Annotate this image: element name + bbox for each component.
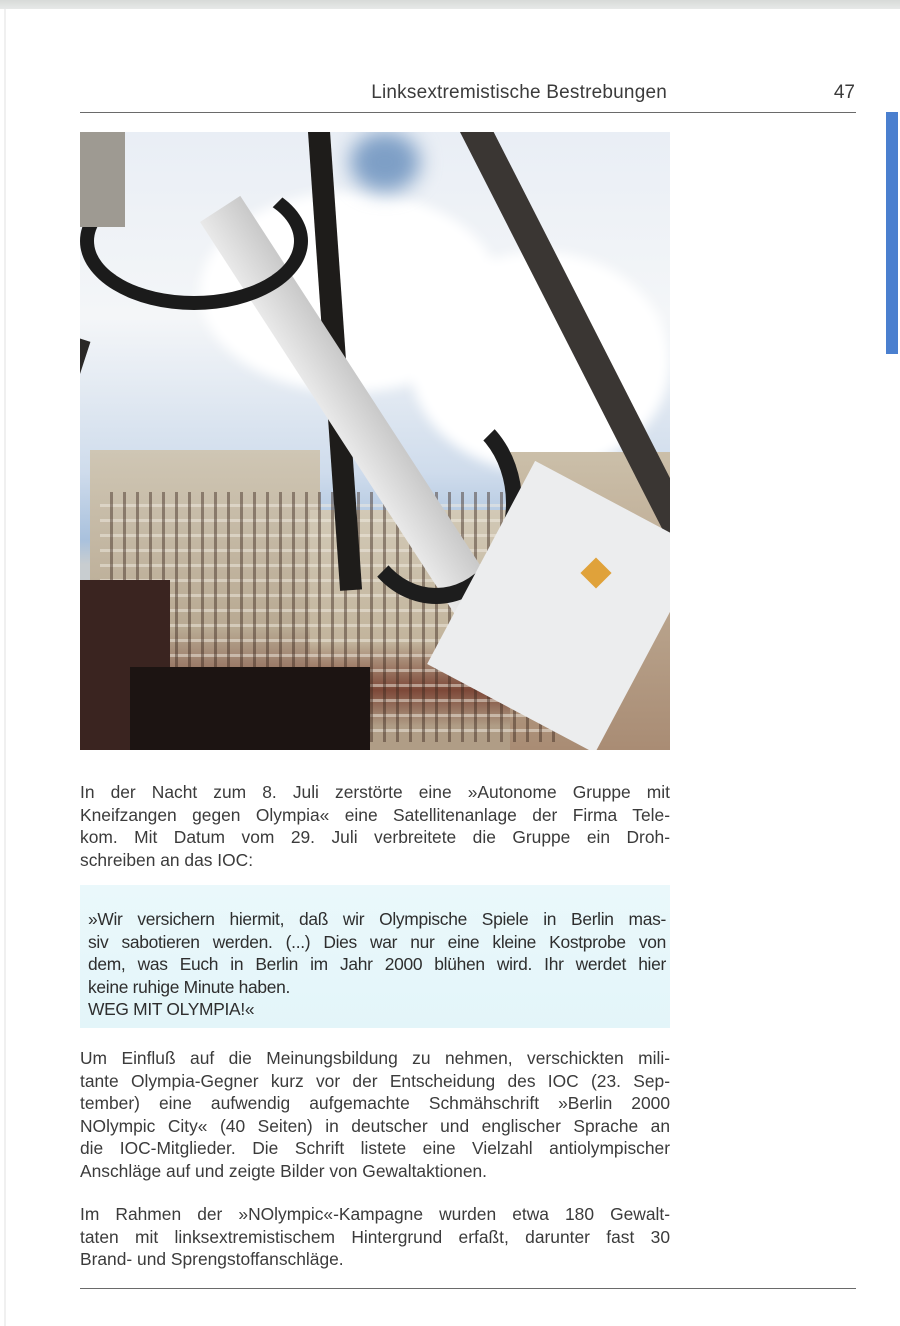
text-line: schreiben an das IOC: (80, 849, 254, 870)
header-rule (80, 112, 856, 113)
footer-rule (80, 1288, 856, 1289)
text-line: tember) eine aufwendig aufgemachte Schmähschrift »Berlin 2000 (80, 1093, 670, 1114)
text-line: Um Einfluß auf die Meinungsbildung zu nehmen, verschickten mili- (80, 1048, 670, 1068)
text-line: taten mit linksextremistischem Hintergrund erfaßt, darunter fast 30 (80, 1226, 670, 1247)
paragraph-intro (80, 781, 670, 871)
paragraph-schmaehschrift (80, 1047, 670, 1183)
running-title: Linksextremistische Bestrebungen (371, 82, 667, 103)
text-line: NOlympic City« (40 Seiten) in deutscher und englischer Sprache an (80, 1115, 670, 1136)
text-line: die IOC-Mitglieder. Die Schrift listete eine Vielzahl antiolympischer (80, 1138, 670, 1159)
quote-line: »Wir versichern hiermit, daß wir Olympische Spiele in Berlin mas- (88, 909, 666, 929)
text-line: kom. Mit Datum vom 29. Juli verbreitete die Gruppe ein Droh- (80, 827, 670, 848)
quote-box (80, 885, 670, 1028)
quote-line: keine ruhige Minute haben. (88, 976, 291, 997)
quote-line: siv sabotieren werden. (...) Dies war nur eine kleine Kostprobe von (88, 931, 666, 952)
foreground-block-dark (130, 667, 370, 750)
text-line: Anschläge auf und zeigte Bilder von Gewaltaktionen. (80, 1160, 488, 1181)
text-line: tante Olympia-Gegner kurz vor der Entscheidung des IOC (23. Sep- (80, 1070, 670, 1091)
quote-line: WEG MIT OLYMPIA!« (88, 999, 255, 1020)
running-header (80, 80, 855, 110)
chapter-marker-tab (886, 112, 898, 354)
paragraph-nolympic-campaign (80, 1203, 670, 1271)
page-number: 47 (833, 82, 855, 103)
scan-edge-left (4, 9, 6, 1326)
bracket (80, 132, 125, 227)
scan-edge-top (0, 0, 900, 9)
blue-sky-patch (350, 132, 420, 192)
text-line: Im Rahmen der »NOlympic«-Kampagne wurden etwa 180 Gewalt- (80, 1204, 670, 1224)
text-line: Kneifzangen gegen Olympia« eine Satellitenanlage der Firma Tele- (80, 804, 670, 825)
text-line: Brand- und Sprengstoffanschläge. (80, 1249, 344, 1270)
quote-text (88, 908, 666, 1021)
quote-line: dem, was Euch in Berlin im Jahr 2000 blühen wird. Ihr werdet hier (88, 954, 666, 975)
photo-satellite-installation (80, 132, 670, 750)
text-line: In der Nacht zum 8. Juli zerstörte eine »Autonome Gruppe mit (80, 782, 670, 802)
